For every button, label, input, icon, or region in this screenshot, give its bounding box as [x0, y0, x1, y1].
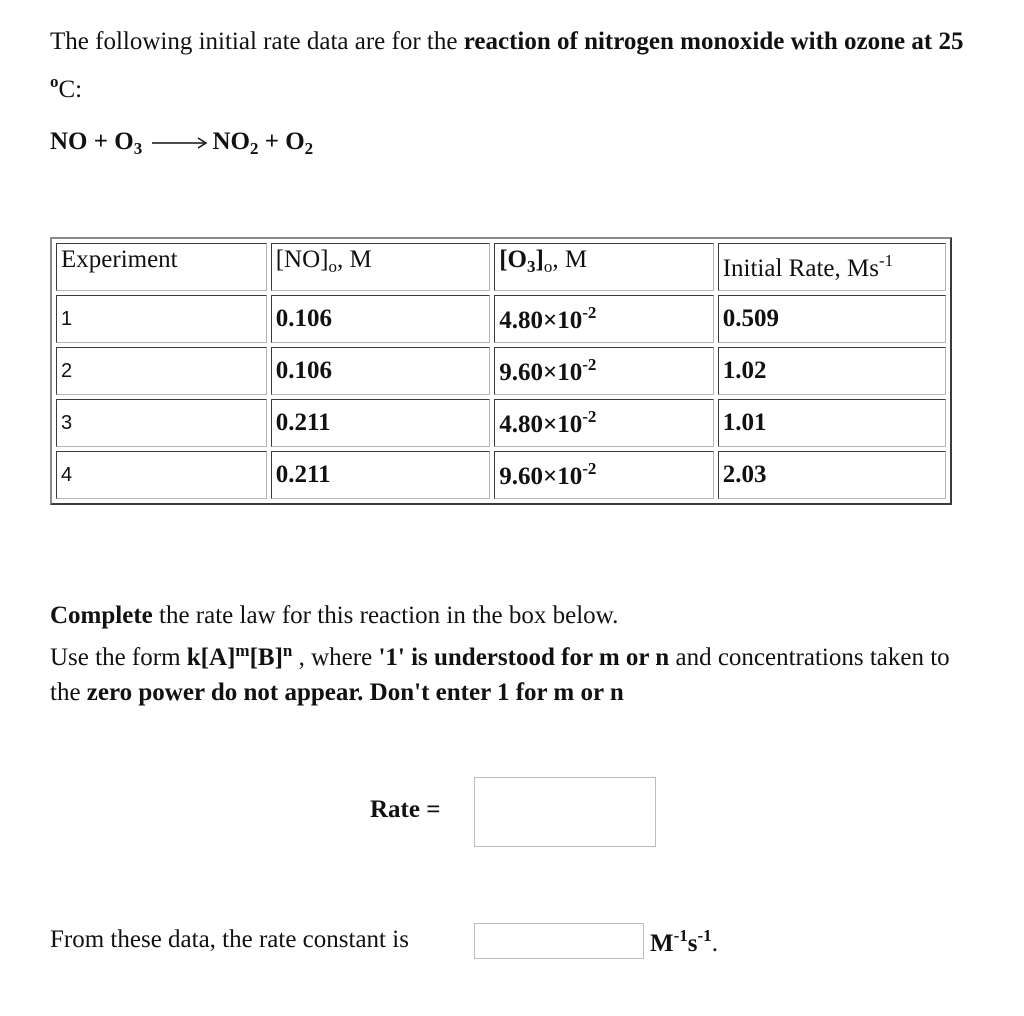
form-n: n — [282, 641, 293, 660]
cell-rate: 1.01 — [718, 399, 946, 447]
cell-o3-exponent: -2 — [582, 407, 597, 426]
ozone-subscript: 3 — [133, 139, 143, 158]
table-row — [56, 295, 946, 343]
rate-label: Rate = — [370, 796, 441, 823]
where-text: , where — [292, 644, 379, 671]
cell-experiment: 4 — [56, 451, 267, 499]
no2-subscript: 2 — [249, 139, 259, 158]
form-m: m — [235, 641, 250, 660]
cell-experiment: 3 — [56, 399, 267, 447]
reaction-equation — [50, 128, 313, 159]
cell-no: 0.106 — [271, 347, 491, 395]
unit-m: M — [650, 930, 674, 957]
cell-rate: 2.03 — [718, 451, 946, 499]
header-no-sub: o — [328, 257, 337, 276]
header-o3-open: [O — [499, 246, 527, 273]
cell-o3-mantissa: 4.80×10 — [499, 411, 583, 438]
product-no2: NO — [212, 128, 250, 155]
and-text: and concentrations taken to the — [50, 644, 950, 706]
cell-o3-mantissa: 9.60×10 — [499, 463, 583, 490]
use-form-text: Use the form — [50, 644, 187, 671]
form-b: [B] — [249, 644, 283, 671]
reactants: NO + O — [50, 128, 134, 155]
rate-law-input[interactable] — [474, 777, 656, 847]
header-no-concentration — [271, 243, 491, 291]
instructions-paragraph — [50, 598, 980, 710]
cell-rate: 1.02 — [718, 347, 946, 395]
rate-constant-label: From these data, the rate constant is — [50, 926, 409, 953]
table-row — [56, 451, 946, 499]
bold-note-1: '1' is understood for m or n — [378, 644, 670, 671]
complete-word: Complete — [50, 602, 153, 629]
bold-note-2: zero power do not appear. Don't enter 1 for m or n — [86, 679, 624, 706]
cell-o3-mantissa: 9.60×10 — [499, 359, 583, 386]
rate-constant-units — [650, 926, 718, 958]
table-row — [56, 399, 946, 447]
rate-law-form — [186, 641, 293, 671]
cell-o3-exponent: -2 — [582, 355, 597, 374]
reaction-arrow-icon — [150, 136, 210, 150]
intro-unit: C: — [58, 76, 83, 103]
cell-rate: 0.509 — [718, 295, 946, 343]
header-rate-sup: -1 — [878, 251, 894, 270]
header-no-unit: , M — [336, 246, 372, 273]
complete-rest: the rate law for this reaction in the box below. — [152, 602, 619, 629]
cell-experiment: 1 — [56, 295, 267, 343]
header-o3-unit: , M — [552, 246, 588, 273]
intro-emph-text: reaction of nitrogen monoxide with ozone at 25 — [463, 28, 964, 55]
unit-s-exp: -1 — [697, 926, 712, 945]
unit-m-exp: -1 — [673, 926, 688, 945]
cell-no: 0.211 — [271, 451, 491, 499]
o2-subscript: 2 — [304, 139, 314, 158]
rate-constant-input[interactable] — [474, 923, 644, 959]
product-o2: + O — [258, 128, 305, 155]
cell-no: 0.211 — [271, 399, 491, 447]
cell-experiment: 2 — [56, 347, 267, 395]
cell-o3-exponent: -2 — [582, 303, 597, 322]
cell-o3 — [494, 347, 714, 395]
header-no-text: [NO] — [275, 246, 329, 273]
table-row — [56, 347, 946, 395]
rate-data-table — [50, 237, 952, 505]
cell-o3 — [494, 451, 714, 499]
header-experiment: Experiment — [56, 243, 267, 291]
header-o3-sub: 3 — [527, 257, 536, 276]
unit-s: s — [687, 930, 698, 957]
form-a: k[A] — [186, 644, 236, 671]
unit-period: . — [711, 930, 718, 957]
header-o3-close: ] — [535, 246, 544, 273]
header-rate-text: Initial Rate, Ms — [722, 255, 879, 282]
degree-sign: o — [50, 72, 59, 91]
cell-o3-mantissa: 4.80×10 — [499, 307, 583, 334]
intro-lead: The following initial rate data are for the — [50, 28, 464, 55]
cell-o3-exponent: -2 — [582, 459, 597, 478]
cell-no: 0.106 — [271, 295, 491, 343]
header-o3-concentration — [494, 243, 714, 291]
table-header-row — [56, 243, 946, 291]
header-initial-rate — [718, 243, 946, 291]
cell-o3 — [494, 399, 714, 447]
header-o3-sub2: o — [543, 257, 553, 276]
intro-paragraph — [50, 22, 980, 110]
cell-o3 — [494, 295, 714, 343]
